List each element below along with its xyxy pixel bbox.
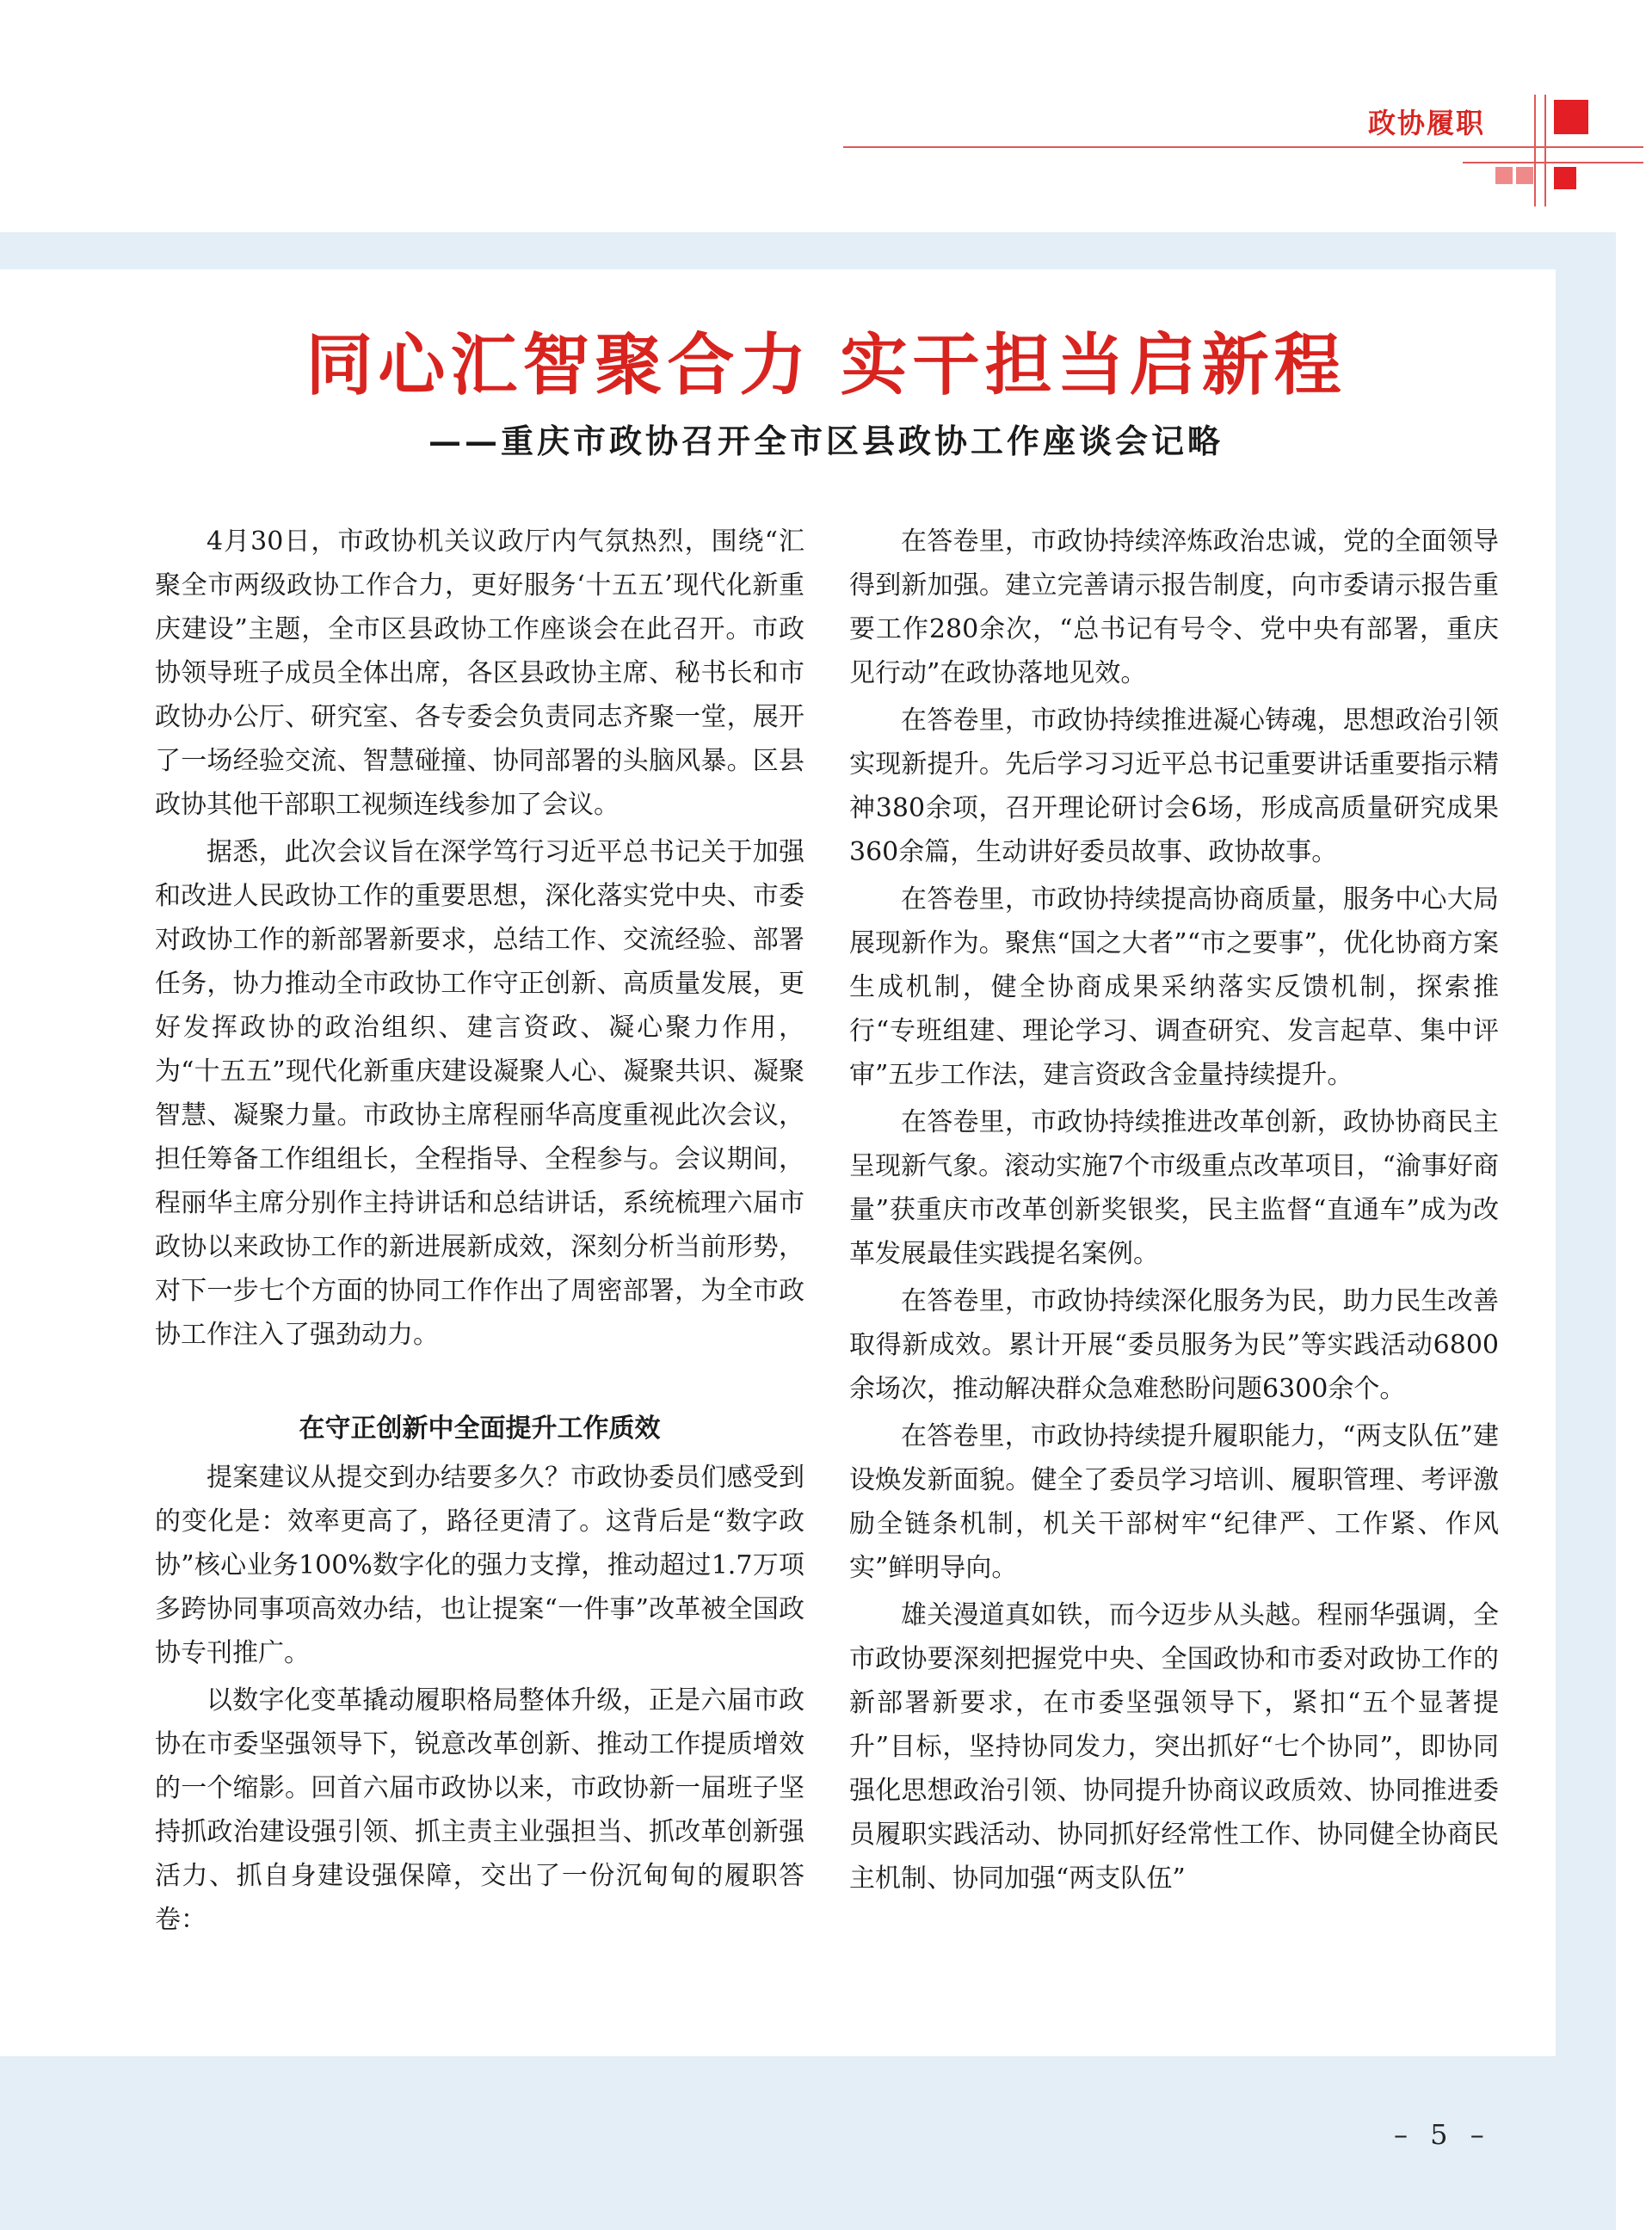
paragraph: 在答卷里，市政协持续提高协商质量，服务中心大局展现新作为。聚焦“国之大者”“市之要事”，优化协商方案生成机制，健全协商成果采纳落实反馈机制，探索推行“专班组建、理论学习、调查研究、发言起草、集中评审”五步工作法，建言资政含金量持续提升。 xyxy=(849,884,1499,1090)
section-heading: 在守正创新中全面提升工作质效 xyxy=(299,1414,661,1444)
header-rule xyxy=(843,146,1643,148)
section-label: 政协履职 xyxy=(1368,107,1486,139)
paragraph: 提案建议从提交到办结要多久？市政协委员们感受到的变化是：效率更高了，路径更清了。这背后是“数字政协”核心业务100%数字化的强力支撑，推动超过1.7万项多跨协同事项高效办结，也让提案“一件事”改革被全国政协专刊推广。 xyxy=(155,1463,804,1668)
pink-square-decoration xyxy=(1495,167,1513,184)
header-vertical-rule xyxy=(1544,95,1546,206)
paragraph: 在答卷里，市政协持续提升履职能力，“两支队伍”建设焕发新面貌。健全了委员学习培训、履职管理、考评激励全链条机制，机关干部树牢“纪律严、工作紧、作风实”鲜明导向。 xyxy=(849,1421,1499,1583)
paragraph: 据悉，此次会议旨在深学笃行习近平总书记关于加强和改进人民政协工作的重要思想，深化落实党中央、市委对政协工作的新部署新要求，总结工作、交流经验、部署任务，协力推动全市政协工作守正创新、高质量发展，更好发挥政协的政治组织、建言资政、凝心聚力作用，为“十五五”现代化新重庆建设凝聚人心、凝聚共识、凝聚智慧、凝聚力量。市政协主席程丽华高度重视此次会议，担任筹备工作组组长，全程指导、全程参与。会议期间，程丽华主席分别作主持讲话和总结讲话，系统梳理六届市政协以来政协工作的新进展新成效，深刻分析当前形势，对下一步七个方面的协同工作作出了周密部署，为全市政协工作注入了强劲动力。 xyxy=(155,837,804,1350)
paragraph: 在答卷里，市政协持续推进改革创新，政协协商民主呈现新气象。滚动实施7个市级重点改革项目，“渝事好商量”获重庆市改革创新奖银奖，民主监督“直通车”成为改革发展最佳实践提名案例。 xyxy=(849,1107,1499,1269)
page-number: – 5 – xyxy=(1394,2118,1491,2151)
section-header xyxy=(843,83,1652,220)
pink-square-decoration xyxy=(1516,167,1533,184)
header-vertical-rule xyxy=(1534,95,1536,206)
left-column xyxy=(155,520,804,1942)
paragraph: 在答卷里，市政协持续淬炼政治忠诚，党的全面领导得到新加强。建立完善请示报告制度，向市委请示报告重要工作280余次，“总书记有号令、党中央有部署，重庆见行动”在政协落地见效。 xyxy=(849,527,1499,688)
red-square-decoration xyxy=(1554,167,1576,189)
paragraph: 在答卷里，市政协持续推进凝心铸魂，思想政治引领实现新提升。先后学习习近平总书记重要讲话重要指示精神380余项，召开理论研讨会6场，形成高质量研究成果360余篇，生动讲好委员故事、政协故事。 xyxy=(849,705,1499,867)
right-column xyxy=(849,520,1499,1900)
header-rule-short xyxy=(1463,162,1643,163)
paragraph: 雄关漫道真如铁，而今迈步从头越。程丽华强调，全市政协要深刻把握党中央、全国政协和市委对政协工作的新部署新要求，在市委坚强领导下，紧扣“五个显著提升”目标，坚持协同发力，突出抓好“七个协同”，即协同强化思想政治引领、协同提升协商议政质效、协同推进委员履职实践活动、协同抓好经常性工作、协同健全协商民主机制、协同加强“两支队伍” xyxy=(849,1600,1499,1894)
red-square-decoration xyxy=(1554,100,1588,134)
article-subtitle: ——重庆市政协召开全市区县政协工作座谈会记略 xyxy=(428,422,1224,460)
paragraph: 以数字化变革撬动履职格局整体升级，正是六届市政协在市委坚强领导下，锐意改革创新、推动工作提质增效的一个缩影。回首六届市政协以来，市政协新一届班子坚持抓政治建设强引领、抓主责主业强担当、抓改革创新强活力、抓自身建设强保障，交出了一份沉甸甸的履职答卷： xyxy=(155,1685,804,1935)
paragraph: 4月30日，市政协机关议政厅内气氛热烈，围绕“汇聚全市两级政协工作合力，更好服务‘十五五’现代化新重庆建设”主题，全市区县政协工作座谈会在此召开。市政协领导班子成员全体出席，各区县政协主席、秘书长和市政协办公厅、研究室、各专委会负责同志齐聚一堂，展开了一场经验交流、智慧碰撞、协同部署的头脑风暴。区县政协其他干部职工视频连线参加了会议。 xyxy=(155,527,804,820)
article-title: 同心汇智聚合力 实干担当启新程 xyxy=(305,327,1347,404)
paragraph: 在答卷里，市政协持续深化服务为民，助力民生改善取得新成效。累计开展“委员服务为民”等实践活动6800余场次，推动解决群众急难愁盼问题6300余个。 xyxy=(849,1286,1499,1404)
